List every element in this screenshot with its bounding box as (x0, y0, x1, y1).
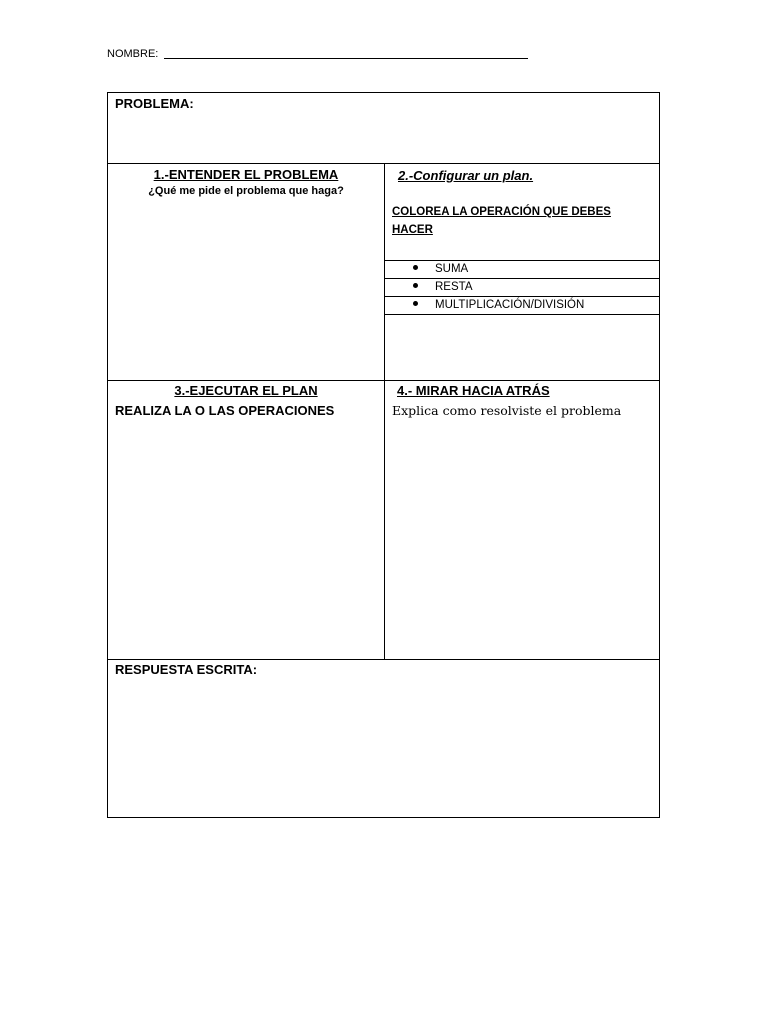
worksheet-table (107, 92, 660, 818)
step4-subtitle: Explica como resolviste el problema (392, 403, 622, 418)
option-multiplicacion-division-label: MULTIPLICACIÓN/DIVISIÓN (435, 299, 585, 311)
step2-title: 2.-Configurar un plan. (398, 168, 534, 183)
option-line-1 (384, 278, 659, 279)
option-line-3 (384, 314, 659, 315)
step1-cell (108, 167, 384, 197)
option-suma[interactable] (413, 263, 468, 275)
name-label: NOMBRE: (107, 48, 159, 60)
step1-title: 1.-ENTENDER EL PROBLEMA (153, 167, 339, 182)
step3-answer-area[interactable] (109, 423, 383, 657)
step3-subtitle: REALIZA LA O LAS OPERACIONES (115, 403, 335, 418)
bullet-icon (413, 265, 418, 270)
bullet-icon (413, 301, 418, 306)
step2-instruction-line1: COLOREA LA OPERACIÓN QUE DEBES (392, 206, 611, 218)
option-multiplicacion-division[interactable] (413, 299, 584, 311)
option-resta-label: RESTA (435, 281, 473, 293)
option-line-2 (384, 296, 659, 297)
step3-title: 3.-EJECUTAR EL PLAN (174, 383, 318, 398)
bullet-icon (413, 283, 418, 288)
name-field (107, 48, 528, 60)
step1-subtitle: ¿Qué me pide el problema que haga? (148, 185, 344, 197)
step2-instruction-line2: HACER (392, 224, 433, 236)
option-suma-label: SUMA (435, 263, 469, 275)
divider-after-row3 (108, 659, 659, 660)
step4-title: 4.- MIRAR HACIA ATRÁS (397, 383, 550, 398)
problema-label: PROBLEMA: (115, 96, 194, 111)
option-resta[interactable] (413, 281, 473, 293)
respuesta-label: RESPUESTA ESCRITA: (115, 662, 258, 677)
step1-answer-area[interactable] (109, 205, 383, 379)
name-blank-line[interactable] (164, 58, 528, 59)
respuesta-answer-area[interactable] (109, 681, 658, 815)
option-line-0 (384, 260, 659, 261)
column-divider (384, 163, 385, 659)
step4-answer-area[interactable] (386, 423, 658, 657)
problema-answer-area[interactable] (109, 115, 658, 161)
